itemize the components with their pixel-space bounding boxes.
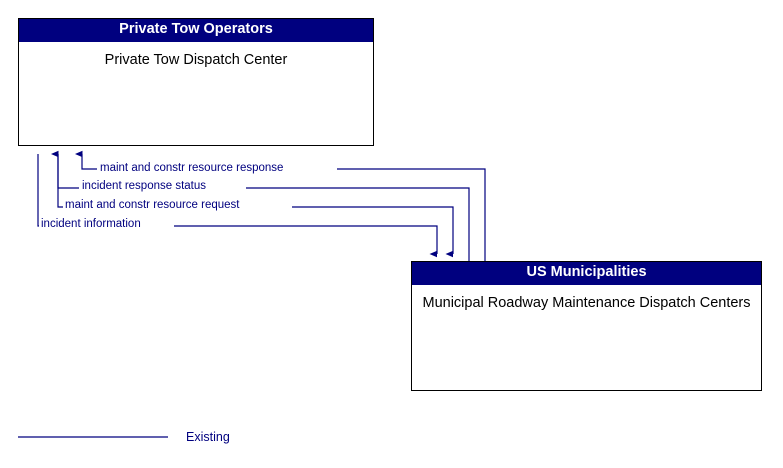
- flow-label-incident-information: incident information: [41, 218, 141, 230]
- legend-label-existing: Existing: [186, 430, 230, 444]
- node-private-tow-dispatch-center[interactable]: [18, 18, 374, 146]
- node-header-us-municipalities: US Municipalities: [412, 262, 761, 285]
- node-municipal-roadway-maintenance-dispatch-centers[interactable]: [411, 261, 762, 391]
- flow-label-incident-response-status: incident response status: [82, 180, 207, 192]
- node-header-private-tow-operators: Private Tow Operators: [19, 19, 373, 42]
- flow-label-maint-and-constr-resource-request: maint and constr resource request: [65, 199, 240, 211]
- node-label-municipal-roadway-maintenance-dispatch-centers: Municipal Roadway Maintenance Dispatch Centers: [422, 294, 751, 311]
- flow-label-maint-and-constr-resource-response: maint and constr resource response: [100, 162, 284, 174]
- node-label-private-tow-dispatch-center: Private Tow Dispatch Center: [104, 51, 288, 68]
